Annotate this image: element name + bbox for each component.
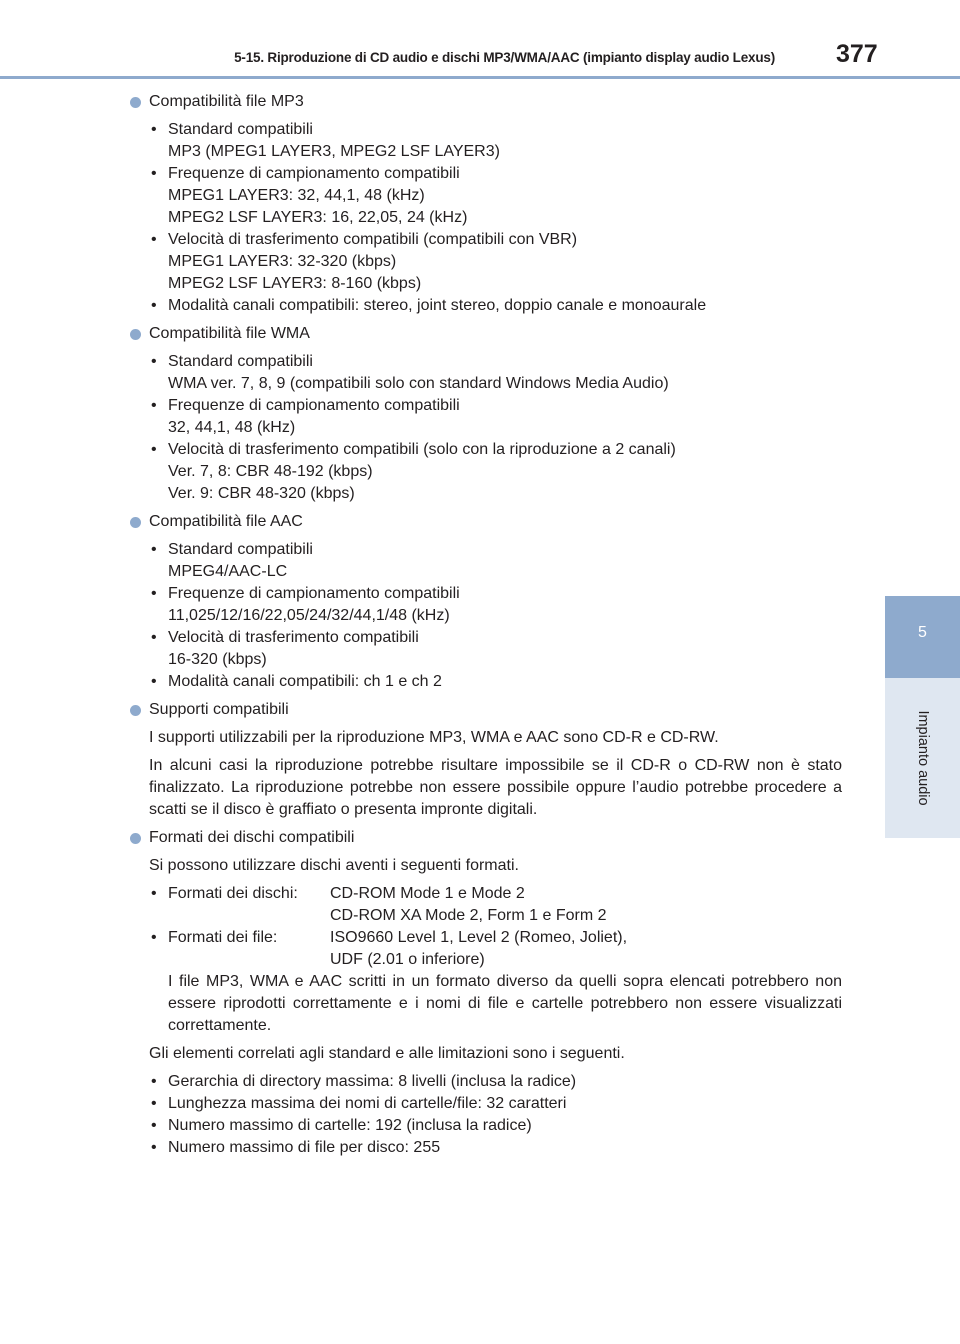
list-item: • Numero massimo di file per disco: 255 <box>149 1137 842 1159</box>
section-wma <box>130 323 842 505</box>
list-item: • Velocità di trasferimento compatibili (compatibili con VBR) MPEG1 LAYER3: 32-320 (kbps) MPEG2 LSF LAYER3: 8-160 (kbps) <box>151 231 578 292</box>
bullet-icon: • <box>151 673 157 690</box>
list-item: • Modalità canali compatibili: stereo, joint stereo, doppio canale e monoaurale <box>149 295 842 317</box>
paragraph: I supporti utilizzabili per la riproduzione MP3, WMA e AAC sono CD-R e CD-RW. <box>149 729 719 746</box>
list-item: • Frequenze di campionamento compatibili MPEG1 LAYER3: 32, 44,1, 48 (kHz) MPEG2 LSF LAYER3: 16, 22,05, 24 (kHz) <box>151 165 468 226</box>
page-content <box>130 91 842 1159</box>
list-item: • Gerarchia di directory massima: 8 livelli (inclusa la radice) <box>149 1071 842 1093</box>
chapter-number: 5 <box>918 624 927 641</box>
bullet-icon: • <box>151 885 157 902</box>
list-item: • Formati dei file: ISO9660 Level 1, Level 2 (Romeo, Joliet), UDF (2.01 o inferiore) I file MP3, WMA e AAC scritti in un formato diverso da quelli sopra elencati potrebbero non essere riprodotti correttamente e i nomi di file e cartelle potrebbero non essere visualizzati correttamente. <box>149 927 842 1037</box>
bullet-icon: • <box>151 585 157 602</box>
bullet-icon: • <box>151 541 157 558</box>
bullet-icon: • <box>151 441 157 458</box>
list-item: • Modalità canali compatibili: ch 1 e ch 2 <box>149 671 842 693</box>
section-title: Formati dei dischi compatibili <box>130 827 842 849</box>
paragraph: In alcuni casi la riproduzione potrebbe risultare impossibile se il CD-R o CD-RW non è stato finalizzato. La riproduzione potrebbe non essere possibile oppure l’audio potrebbe procedere a scatti se il disco è graffiato o presenta impronte digitali. <box>149 757 842 818</box>
section-title: Compatibilità file AAC <box>130 511 842 533</box>
bullet-icon: • <box>151 297 157 314</box>
chapter-label-tab <box>885 678 960 838</box>
section-bullet-icon <box>130 705 141 716</box>
section-bullet-icon <box>130 329 141 340</box>
chapter-tab <box>885 596 960 678</box>
page-number: 377 <box>836 40 878 68</box>
list-item: • Lunghezza massima dei nomi di cartelle/file: 32 caratteri <box>149 1093 842 1115</box>
list-item: • Standard compatibili MP3 (MPEG1 LAYER3, MPEG2 LSF LAYER3) <box>151 121 500 160</box>
list-item: • Frequenze di campionamento compatibili 11,025/12/16/22,05/24/32/44,1/48 (kHz) <box>151 585 460 624</box>
paragraph: Si possono utilizzare dischi aventi i seguenti formati. <box>149 857 519 874</box>
section-title: Compatibilità file WMA <box>130 323 842 345</box>
list-item: • Formati dei dischi: CD-ROM Mode 1 e Mode 2 CD-ROM XA Mode 2, Form 1 e Form 2 <box>151 885 607 924</box>
page-header-title: 5-15. Riproduzione di CD audio e dischi MP3/WMA/AAC (impianto display audio Lexus) <box>234 50 775 65</box>
list-item: • Velocità di trasferimento compatibili (solo con la riproduzione a 2 canali) Ver. 7, 8: CBR 48-192 (kbps) Ver. 9: CBR 48-320 (kbps) <box>151 441 676 502</box>
list-item: • Standard compatibili MPEG4/AAC-LC <box>151 541 313 580</box>
bullet-icon: • <box>151 1117 157 1134</box>
bullet-icon: • <box>151 121 157 138</box>
bullet-icon: • <box>151 1095 157 1112</box>
section-media <box>130 699 842 821</box>
bullet-icon: • <box>151 165 157 182</box>
bullet-icon: • <box>151 231 157 248</box>
bullet-icon: • <box>151 397 157 414</box>
section-title: Compatibilità file MP3 <box>130 91 842 113</box>
header-divider <box>0 76 960 79</box>
list-item: • Velocità di trasferimento compatibili 16-320 (kbps) <box>151 629 419 668</box>
bullet-icon: • <box>151 629 157 646</box>
note-text: I file MP3, WMA e AAC scritti in un formato diverso da quelli sopra elencati potrebbero non essere riprodotti correttamente e i nomi di file e cartelle potrebbero non essere visualizzati correttamente. <box>168 973 842 1034</box>
list-item: • Numero massimo di cartelle: 192 (inclusa la radice) <box>149 1115 842 1137</box>
section-formats <box>130 827 842 1159</box>
bullet-icon: • <box>151 1073 157 1090</box>
paragraph: Gli elementi correlati agli standard e alle limitazioni sono i seguenti. <box>149 1045 625 1062</box>
chapter-label: Impianto audio <box>915 710 931 806</box>
section-aac <box>130 511 842 693</box>
section-bullet-icon <box>130 517 141 528</box>
section-bullet-icon <box>130 97 141 108</box>
section-title: Supporti compatibili <box>130 699 842 721</box>
bullet-icon: • <box>151 1139 157 1156</box>
section-bullet-icon <box>130 833 141 844</box>
section-mp3 <box>130 91 842 317</box>
bullet-icon: • <box>151 353 157 370</box>
list-item: • Frequenze di campionamento compatibili 32, 44,1, 48 (kHz) <box>151 397 460 436</box>
list-item: • Standard compatibili WMA ver. 7, 8, 9 (compatibili solo con standard Windows Media Audio) <box>151 353 669 392</box>
bullet-icon: • <box>151 929 157 946</box>
